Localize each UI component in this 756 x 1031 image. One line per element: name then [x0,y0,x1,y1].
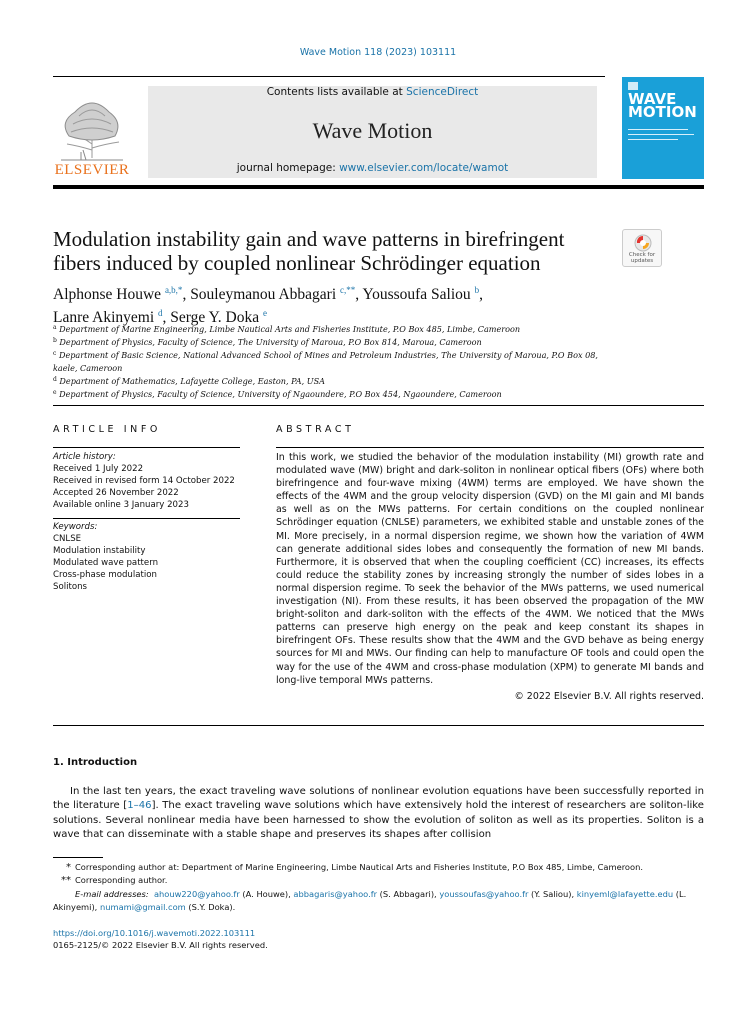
affiliation-item: $^e$ Department of Physics, Faculty of Science, University of Ngaoundere, P.O Box 454, Ngaoundere, Cameroon [53,389,502,400]
affiliation-item: $^a$ Department of Marine Engineering, Limbe Nautical Arts and Fisheries Institute, P.O Box 485, Limbe, Cameroon [53,324,521,334]
author-affil-marker[interactable]: c,** [340,285,356,295]
author-affil-marker[interactable]: a,b,* [164,285,183,295]
publisher-wordmark: ELSEVIER [54,162,130,178]
abstract-heading: ABSTRACT [276,424,355,435]
reference-link[interactable]: 1–46 [127,800,152,812]
footnote-corresponding [53,861,643,875]
email-owner: (Y. Saliou), [528,889,577,899]
article-info-heading: ARTICLE INFO [53,424,162,435]
affiliation-list [53,322,613,400]
header-rule [53,76,605,77]
abstract-copyright: © 2022 Elsevier B.V. All rights reserved. [514,691,704,702]
history-heading: Article history: [53,452,116,462]
footnote-mark: * [66,862,71,873]
intro-text-part: In the last ten years, the exact traveling wave solutions of nonlinear evolution equations have been successfully reported in the literature [ [53,786,704,812]
section-rule [53,405,704,406]
homepage-line [148,162,597,174]
history-item: Received in revised form 14 October 2022 [53,476,235,486]
keyword-item: Modulation instability [53,546,146,556]
author-affil-marker[interactable]: d [158,308,163,318]
cover-logo-icon [628,82,638,90]
email-owner: (L. Akinyemi), [53,889,687,912]
email-owner: (A. Houwe), [239,889,294,899]
sciencedirect-link[interactable]: ScienceDirect [406,86,479,98]
footnote-rule [53,857,103,858]
keywords-heading: Keywords: [53,522,98,532]
footnote-text: Corresponding author at: Department of Marine Engineering, Limbe Nautical Arts and Fisheries Institute, P.O Box 485, Limbe, Cameroon. [75,862,643,872]
history-item: Available online 3 January 2023 [53,500,189,510]
email-label: E-mail addresses: [75,889,149,899]
section-rule [53,725,704,726]
keyword-item: Solitons [53,582,88,592]
affiliation-item: $^c$ Department of Basic Science, National Advanced School of Mines and Petroleum Industries, The University of Maroua, P.O Box 08, kaele, Cameroon [53,350,598,373]
abstract-text: In this work, we studied the behavior of the modulation instability (MI) growth rate and modulated wave (MW) bright and dark-soliton in nonlinear optical fibers (OFs) where both birefringence and four-wave mixing (4WM) terms are employed. We have shown the effects of the 4WM and the group velocity dispersion (GVD) on the MI gain and MI bands as well as on the MWs patterns. For certain conditions on the coupled nonlinear Schrödinger equation (CNLSE) parameters, we exhibited stable and unstable zones of the MI. More precisely, in a normal dispersion regime, we shown how the variation of 4WM can generate additional sides lobes and consequently the formation of new MI bands. Furthermore, it is observed that when the coupling coefficient (CC) increases, its effects could reduce the stability zones by increasing strongly the number of sides lobes in a normal dispersion regime. To seek the behavior of the MWs patterns, we used numerical investigation (NI). From these results, it has been observed the propagation of the MW bright-soliton and dark-soliton with the effects of the 4WM. We noticed that the MWs patterns can preserve high energy on the peak and keep constant its shapes in birefringent OFs. These results show that the 4WM and the GVD behave as being energy sources for MI and MWs. Our finding can help to manufacture OF tools and could open the way for the use of the 4WM and cross-phase modulation (XPM) to generate MI bands and long-live temporal MWs patterns. [276,452,704,686]
footnote-corresponding-2 [53,874,167,888]
history-item: Received 1 July 2022 [53,464,144,474]
author-name: Serge Y. Doka [170,309,260,326]
journal-cover[interactable] [622,77,704,179]
keyword-item: CNLSE [53,534,82,544]
keywords [53,521,158,593]
author-name: Alphonse Houwe [53,286,162,303]
author-name: Souleymanou Abbagari [190,286,337,303]
issn-line: 0165-2125/© 2022 Elsevier B.V. All rights reserved. [53,940,268,950]
cover-text-line [628,139,678,140]
keyword-item: Cross-phase modulation [53,570,157,580]
author-list: Alphonse Houwe $^{a,b,*}$, Souleymanou Abbagari $^{c,**}$, Youssoufa Saliou $^b$, Lanre Akinyemi $^d$, Serge Y. Doka $^e$ [53,285,483,326]
email-owner: (S. Abbagari), [377,889,440,899]
intro-paragraph [53,785,704,843]
info-rule [53,518,240,519]
author-affil-marker[interactable]: e [263,308,267,318]
footnote-mark: ** [61,875,71,886]
keyword-item: Modulated wave pattern [53,558,159,568]
article-title: Modulation instability gain and wave patterns in birefringent fibers induced by coupled nonlinear Schrödinger equation [53,227,565,275]
crossmark-icon [633,233,653,253]
footnote-text: Corresponding author. [75,875,168,885]
email-link[interactable]: ahouw220@yahoo.fr [153,889,240,899]
author-affil-marker[interactable]: b [474,285,480,295]
contents-line [148,86,597,98]
doi-link[interactable]: https://doi.org/10.1016/j.wavemoti.2022.103111 [53,928,256,938]
journal-citation[interactable]: Wave Motion 118 (2023) 103111 [299,47,457,58]
history-item: Accepted 26 November 2022 [53,488,179,498]
email-link[interactable]: abbagaris@yahoo.fr [293,889,378,899]
affiliation-item: $^d$ Department of Mathematics, Lafayette College, Easton, PA, USA [53,375,325,386]
email-link[interactable]: youssoufas@yahoo.fr [439,889,529,899]
contents-prefix: Contents lists available at [266,86,407,98]
author-name: Lanre Akinyemi [53,309,155,326]
abstract-rule [276,447,704,448]
cover-text-line [628,134,694,135]
homepage-prefix: journal homepage: [236,162,340,174]
crossmark-label: Check for updates [628,252,656,264]
info-rule [53,447,240,448]
cover-text-line [628,129,688,130]
cover-title: WAVE MOTION [628,90,697,121]
footnote-emails [53,888,704,914]
email-link[interactable]: numami@gmail.com [99,902,186,912]
affiliation-item: $^b$ Department of Physics, Faculty of Science, The University of Maroua, P.O Box 814, Maroua, Cameroon [53,337,482,348]
header-bottom-rule [53,185,704,189]
homepage-link[interactable]: www.elsevier.com/locate/wamot [339,162,509,174]
email-link[interactable]: kinyeml@lafayette.edu [576,889,674,899]
crossmark-button[interactable] [622,229,662,267]
intro-heading: 1. Introduction [53,757,138,768]
email-owner: (S.Y. Doka). [185,902,236,912]
article-history [53,451,235,511]
intro-text-part: ]. The exact traveling wave solutions which have extensively hold the interest of researchers are soliton-like solutions. Several nonlinear media have been harnessed to show the evolution of soliton as well as its properties. Soliton is a wave that can disseminate with a stable shape and preserves its shapes after collision [53,800,705,841]
journal-title: Wave Motion [312,118,433,143]
author-name: Youssoufa Saliou [362,286,471,303]
